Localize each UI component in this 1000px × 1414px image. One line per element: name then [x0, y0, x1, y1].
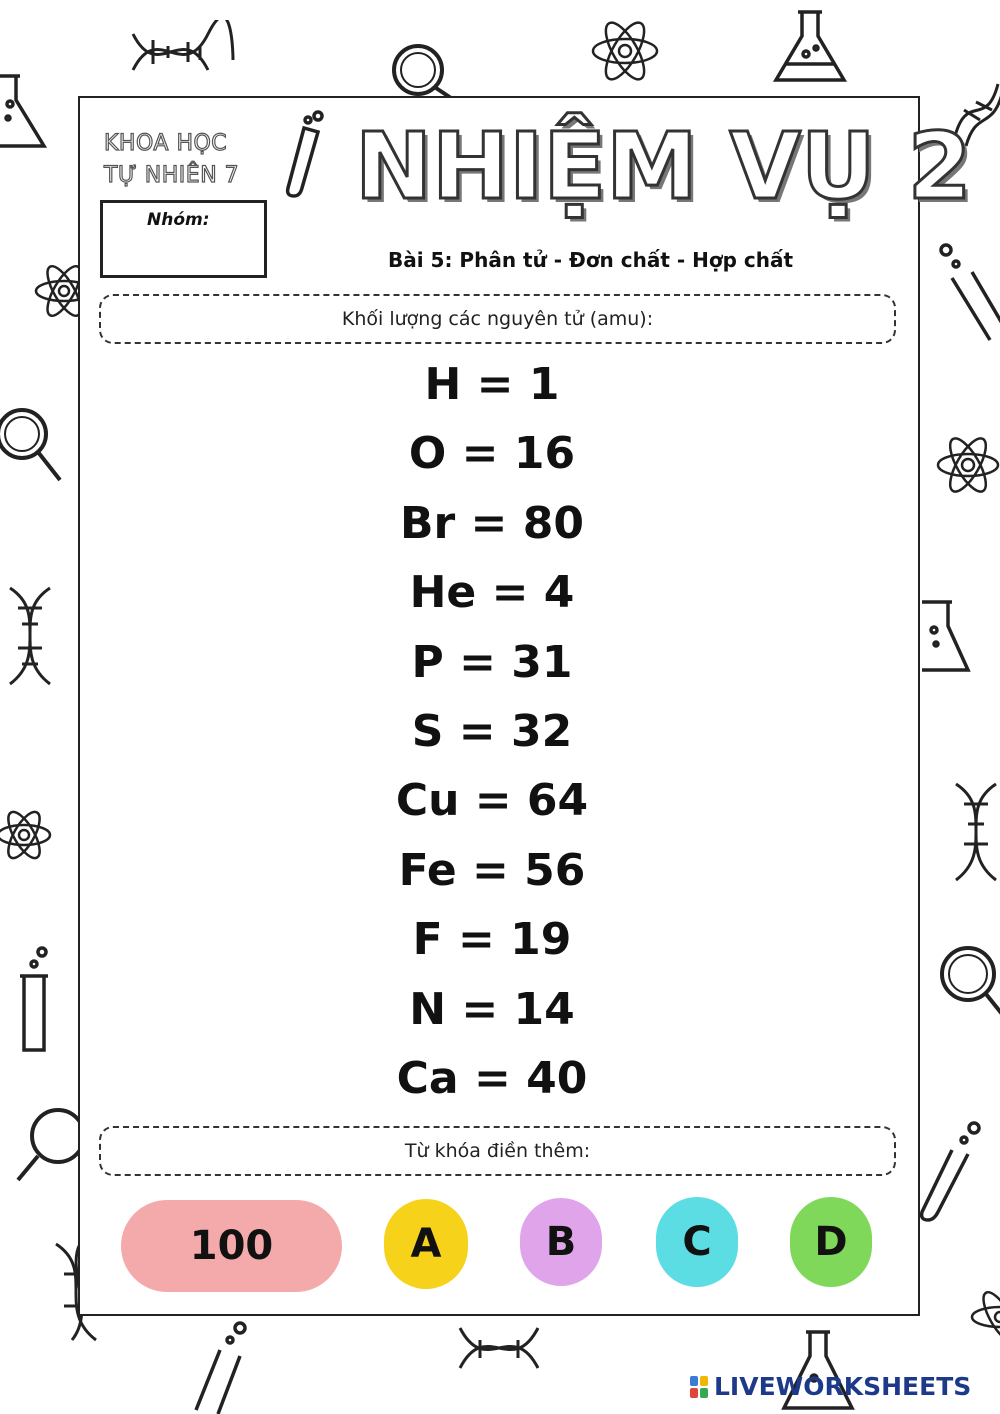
- keywords-header: Từ khóa điền thêm:: [99, 1126, 896, 1176]
- mass-item-n: N = 14: [409, 983, 575, 1035]
- test-tube-icon: [916, 1120, 986, 1224]
- logo-text: LIVEWORKSHEETS: [714, 1372, 972, 1401]
- flask-icon: [0, 70, 50, 150]
- dna-icon: [0, 584, 60, 688]
- magnifier-icon: [936, 944, 1000, 1024]
- mass-item-h: H = 1: [424, 359, 560, 410]
- dna-icon: [946, 780, 1000, 884]
- atom-icon: [590, 16, 660, 86]
- mass-item-p: P = 31: [411, 636, 573, 688]
- mass-item-ca: Ca = 40: [396, 1052, 588, 1104]
- magnifier-icon: [384, 40, 464, 100]
- answer-pill-label: D: [814, 1219, 848, 1265]
- mass-item-cu: Cu = 64: [395, 775, 589, 827]
- atomic-mass-list: [80, 350, 904, 1113]
- magnifier-icon: [12, 1106, 78, 1186]
- test-tube-icon: [936, 240, 1000, 344]
- group-label: Nhóm:: [147, 210, 210, 230]
- answer-pill-b[interactable]: [520, 1198, 602, 1286]
- page-title: NHIỆM VỤ 2: [355, 113, 972, 220]
- mass-item-f: F = 19: [412, 914, 572, 966]
- masses-header: Khối lượng các nguyên tử (amu):: [99, 294, 896, 344]
- subject-label: [104, 128, 264, 192]
- flask-icon: [768, 8, 852, 88]
- dna-icon: [456, 1318, 542, 1388]
- test-tube-icon: [190, 1320, 254, 1414]
- answer-pill-label: 100: [189, 1223, 274, 1269]
- dna-icon: [128, 20, 238, 84]
- liveworksheets-logo[interactable]: [690, 1372, 971, 1401]
- mass-item-he: He = 4: [409, 567, 575, 619]
- test-tube-icon: [282, 108, 332, 200]
- answer-pill-label: C: [682, 1219, 712, 1265]
- atom-icon: [0, 800, 52, 870]
- answer-pill-d[interactable]: [790, 1197, 872, 1287]
- mass-item-s: S = 32: [411, 705, 573, 757]
- lesson-subtitle: Bài 5: Phân tử - Đơn chất - Hợp chất: [388, 248, 794, 272]
- mass-item-fe: Fe = 56: [398, 844, 586, 896]
- atom-icon: [936, 430, 1000, 500]
- answer-pill-label: A: [410, 1221, 442, 1267]
- answer-pill-c[interactable]: [656, 1197, 738, 1287]
- test-tube-icon: [18, 946, 52, 1058]
- atom-icon: [34, 256, 82, 326]
- answer-pill-100[interactable]: [121, 1200, 342, 1292]
- flask-icon: [776, 1328, 860, 1414]
- atom-icon: [966, 1282, 1000, 1352]
- mass-item-o: O = 16: [408, 428, 576, 480]
- mass-item-br: Br = 80: [400, 497, 584, 549]
- subject-line-1: KHOA HỌC: [104, 131, 228, 156]
- magnifier-icon: [0, 406, 66, 486]
- subject-line-2: TỰ NHIÊN 7: [104, 163, 240, 188]
- logo-icon: [690, 1376, 708, 1398]
- flask-icon: [922, 596, 972, 676]
- answer-pill-label: B: [545, 1219, 577, 1265]
- answer-pill-a[interactable]: [384, 1199, 468, 1289]
